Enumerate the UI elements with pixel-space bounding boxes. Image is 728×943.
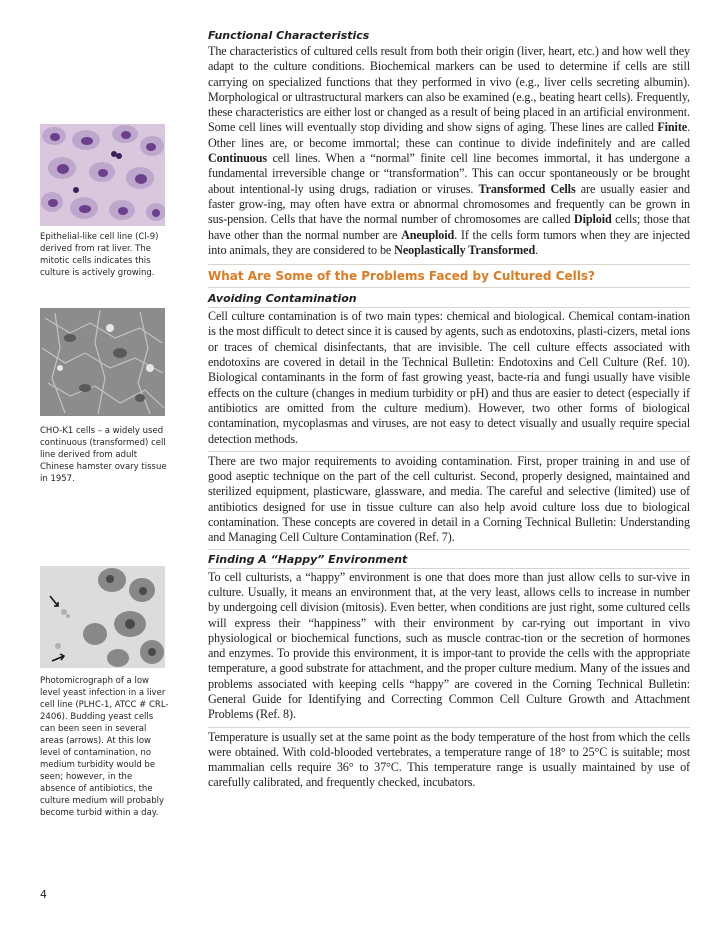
bold-term: Continuous xyxy=(208,151,268,166)
problems-heading: What Are Some of the Problems Faced by Cultured Cells? xyxy=(208,269,595,284)
section-divider xyxy=(208,727,690,728)
contamination-heading: Avoiding Contamination xyxy=(208,292,357,306)
text-segment: The characteristics of cultured cells result from both their origin (liver, heart, etc.) and how well they adapt to the culture conditions. Biochemical markers can be used to determine if cells are still carrying on specialized functions that they performed in vivo (e.g., liver cells secreting albumin). Morphological or ultrastructural markers can also be examined (e.g., beating heart cells). Frequently, these characteristics are either lost or changed as a result of being placed in an artificial environment. Some cell lines will eventually stop dividing and show signs of aging. These lines are called xyxy=(208,44,690,135)
text-segment: cell lines. When a “normal” finite cell line becomes immortal, it has undergone a fundamental irreversible change or “transformation”. This can occur spontaneously or be brought about intentional-ly using drugs, radiation or viruses. xyxy=(208,151,690,196)
section-divider xyxy=(208,451,690,452)
contamination-paragraph-2: There are two major requirements to avoiding contamination. First, proper training in and use of good aseptic technique on the part of the cell culturist. Second, properly designed, maintained and sterilized equipment, plasticware, glassware, and media. The careful and selective (limited) use of antibiotics designed for use in tissue culture can also help avoid culture loss due to biological contamination. These concepts are covered in detail in a Corning Technical Bulletin: Understanding and Managing Cell Culture Contamination (Ref. 7). xyxy=(208,453,690,545)
bold-term: Diploid xyxy=(573,212,612,227)
bold-term: Finite xyxy=(657,120,688,135)
happy-paragraph-1: To cell culturists, a “happy” environment is one that does more than just allow cells to sur-vive in culture. Usually, it means an environment that, at the very least, allows cells to increase in number by undergoing cell division (mitosis). Even better, when conditions are just right, some cultured cells will express their “happiness” with their environment by car-rying out important in vivo physiological or biochemical functions, such as muscle contrac-tion or the secretion of hormones and enzymes. To provide this environment, it is impor-tant to provide the cells with the appropriate temperature, a good substrate for attachment, and the proper culture medium. Many of the issues and problems associated with keeping cells “happy” are covered in the Corning Technical Bulletin: General Guide for Identifying and Correcting Common Cell Culture Growth and Attachment Problems (Ref. 8). xyxy=(208,569,690,722)
text-segment: cells; those that have other than the normal number are xyxy=(208,212,690,242)
functional-paragraph xyxy=(208,44,690,258)
yeast-infection-photo xyxy=(40,566,165,668)
page-number: 4 xyxy=(40,888,47,901)
text-segment: . If the cells form tumors when they are injected into animals, they are considered to be xyxy=(208,227,690,257)
section-divider xyxy=(208,549,690,550)
bold-term: Transformed Cells xyxy=(478,181,576,196)
happy-paragraph-2: Temperature is usually set at the same point as the body temperature of the host from which the cells were obtained. With cold-blooded vertebrates, a temperature range of 18° to 25°C is suitable; most mammalian cells require 36° to 37°C. This temperature range is usually maintained by use of carefully calibrated, and frequently checked, incubators. xyxy=(208,729,690,790)
main-text-column xyxy=(208,27,690,791)
epithelial-caption: Epithelial-like cell line (Cl-9) derived from rat liver. The mitotic cells indicates this culture is actively growing. xyxy=(40,232,159,278)
yeast-caption: Photomicrograph of a low level yeast infection in a liver cell line (PLHC-1, ATCC # CRL-2406). Budding yeast cells can been seen in several areas (arrows). At this low level of contamination, no medium turbidity would be seen; however, in the absence of antibiotics, the culture medium will probably become turbid within a day. xyxy=(40,676,169,818)
cho-caption: CHO-K1 cells – a widely used continuous (transformed) cell line derived from adult Chinese hamster ovary tissue in 1957. xyxy=(40,426,167,484)
functional-heading: Functional Characteristics xyxy=(208,29,370,42)
bold-term: Neoplastically Transformed xyxy=(394,242,536,257)
bold-term: Aneuploid xyxy=(401,227,455,242)
cho-cell-photo xyxy=(40,308,165,416)
section-divider xyxy=(208,568,690,569)
text-segment: . Other lines are, or become immortal; these can continue to divide indefinitely and are called xyxy=(208,120,690,150)
section-divider xyxy=(208,287,690,288)
text-segment: . xyxy=(535,242,539,257)
happy-heading: Finding A “Happy” Environment xyxy=(208,552,408,566)
contamination-paragraph-1: Cell culture contamination is of two main types: chemical and biological. Chemical contam-ination is the most difficult to detect since it is caused by agents, such as endotoxins, plasti-cizers, metal ions or traces of chemical disinfectants, that are invisible. The cell culture effects associated with endotoxins are covered in detail in the Technical Bulletin: Endotoxins and Cell Culture (Ref. 10). Biological contaminants in the form of fast growing yeast, bacte-ria and fungi usually have visible effects on the culture (changes in medium turbidity or pH) and thus are easier to detect (especially if antibiotics are omitted from the culture medium). However, two other forms of biological contamination, mycoplasmas and viruses, are not easy to detect visually and usually require special detection methods. xyxy=(208,309,690,446)
section-divider xyxy=(208,264,690,265)
text-segment: are usually easier and faster grow-ing, may often have extra or abnormal chromosomes and frequently can be grown in sus-pension. Cells that have the normal number of chromosomes are called xyxy=(208,181,690,227)
epithelial-cell-photo xyxy=(40,124,165,226)
section-divider xyxy=(208,307,690,308)
